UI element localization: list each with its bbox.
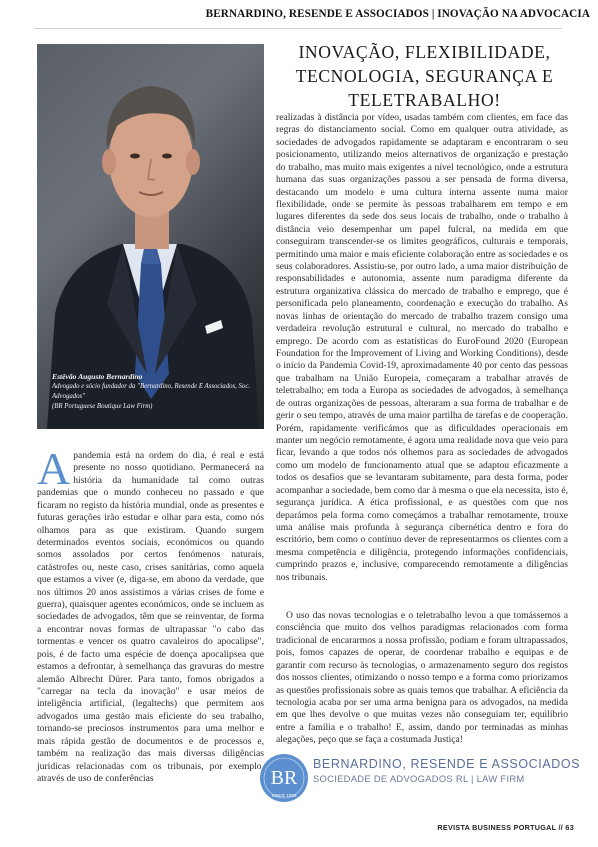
caption-role: Advogado e sócio fundador da "Bernardino, Resende E Associados, Soc. Advogados" <box>52 383 251 400</box>
logo-monogram: BR <box>270 767 298 789</box>
right-column-paragraph: realizadas à distância por vídeo, usadas também com clientes, em face das regras do distanciamento social. Como em qualquer outra atividade, as sociedades de advogados rapidamente se adaptaram e encontraram o seu posicionamento, utilizando meios alternativos de organização e prestação do trabalho, mas muito mais exigentes a nível tecnológico, onde a estrutura humana das suas organizações passou a ser pensada de forma diversa, destacando um modelo e uma cultura interna assente numa maior flexibilidade, onde se permite às pessoas trabalharem em tempo e em lugares diferentes da sede dos seus locais de trabalho, onde o trabalho à distância veio desempenhar um papel fulcral, na medida em que conseguiram transcender-se os limites geográficos, culturais e temporais, permitindo uma maior e mais eficiente colaboração entre as sociedades e os seus colaboradores. Assistiu-se, por outro lado, a uma maior distribuição de responsabilidades e autonomia, assente num paradigma diferente da estrutura organizativa clássica do mercado de trabalho e emprego, que é personificada pelo planeamento, coordenação e execução do trabalho. As novas linhas de orientação do mercado de trabalho trazem consigo uma verdadeira revolução estrutural e cultural, no mercado do trabalho e emprego. De acordo com as estatísticas do EuroFound 2020 (European Foundation for the Improvement of Living and Working Conditions), desde o início da Pandemia Covid-19, aproximadamente 40 por cento das pessoas que trabalham na União Europeia, começaram a trabalhar através de teletrabalho; em toda a Europa as sociedades de advogados, à semelhança de outras organizações de pessoas, alteraram a sua forma de trabalhar e de gerir o seu tempo, através de uma maior partilha de tarefas e de cooperação. Porém, rapidamente verificámos que as dificuldades operacionais em manter um negócio remotamente, é agora uma realidade nova que veio para ficar, levando a que todos nós olhemos para as sociedades de advogados como um modelo de funcionamento atual que se adaptou eficazmente a todos os desafios que se levantaram subitamente, para desta forma, poder acompanhar a sociedade, bem como dar à mesma o que ela necessita, isto é, segurança jurídica. A ética profissional, e as questões com que nos deparámos pela forma como começámos a trabalhar remotamente, trouxe uma análise mais profunda à segurança cibernética dentro e fora do escritório, bem como o contínuo dever de representarmos os clientes com a mesma competência e diligência, protegendo informações confidenciais, cumprindo prazos e, inclusive, comparecendo remotamente a diligências nos tribunais. <box>276 112 568 583</box>
logo-since: SINCE 1999 <box>271 793 297 798</box>
photo-caption <box>52 372 252 412</box>
caption-firm: (BR Portuguese Boutique Law Firm) <box>52 403 153 410</box>
closing-paragraph: O uso das novas tecnologias e o teletrabalho levou a que tomássemos a consciência que muito dos velhos paradigmas relacionados com forma tradicional de encararmos a nossa profissão, podiam e foram ultrapassados, pois, fomos capazes de operar, de coordenar trabalho e equipas e de garantir com recurso às tecnologias, o armazenamento seguro dos registos dos nossos clientes, otimizando o nosso tempo e a forma como priorizamos as questões profissionais sobre as quais temos que trabalhar. A eficiência da tecnologia acaba por ser uma arma benigna para os advogados, na medida em que lhes devolve o que muitas vezes não conseguiam ter, equilíbrio entre a família e o trabalho! E, assim, dando por terminadas as minhas alegações, peço que se faça a costumada Justiça! <box>276 610 568 746</box>
drop-cap: A <box>37 443 71 494</box>
author-photo <box>37 44 264 429</box>
left-column-paragraph: pandemia está na ordem do dia, é real e está presente no nosso quotidiano. Permanecerá na história da humanidade tal como outras pandemias que o mundo conheceu no passado e que ficaram no registo da história mundial, onde as presentes e futuras gerações irão estudar e olhar para esta, como nós olhamos para as que existiram. Quando surgem determinados eventos sociais, económicos ou quando somos assolados por certos fenómenos naturais, catástrofes ou, neste caso, crises sanitárias, como aquela que estamos a viver (e, diga-se, em abono da verdade, que nos últimos 20 anos assistimos a várias crises de fome e guerra), quaisquer agentes económicos, onde se incluem as sociedades de advogados, têm que se reinventar, de forma a encontrar novas formas de ultrapassar "o cabo das tormentas e vencer os quatro cavaleiros do apocalipse", pois, é de facto uma espécie de doença apocalipsea que estamos a defrontar, à semelhança das gravuras do mestre alemão Albrecht Dürer. Para tanto, fomos obrigados a "carregar na tecla da inovação" e usar meios de inteligência artificial, (legaltechs) que permitem aos advogados uma gestão mais eficiente do seu trabalho, tornando-se preciosos instrumentos para uma melhor e mais rápida gestão de documentos e de processos e, também na realização das mais diversas diligências jurídicas relacionadas com os tribunais, por exemplo, através de uso de conferências <box>37 450 264 784</box>
caption-name: Estêvão Augusto Bernardino <box>52 372 143 381</box>
logo-firm-subtitle: SOCIEDADE DE ADVOGADOS RL | LAW FIRM <box>313 773 525 784</box>
page-footer: REVISTA BUSINESS PORTUGAL // 63 <box>437 823 574 832</box>
firm-logo-emblem <box>258 752 310 804</box>
right-column-text <box>276 112 568 584</box>
article-title: INOVAÇÃO, FLEXIBILIDADE, TECNOLOGIA, SEGURANÇA E TELETRABALHO! <box>295 42 554 110</box>
left-column-text <box>37 443 264 785</box>
closing-text <box>276 610 568 747</box>
logo-firm-name: BERNARDINO, RESENDE E ASSOCIADOS <box>313 757 581 771</box>
running-header: BERNARDINO, RESENDE E ASSOCIADOS | INOVAÇÃO NA ADVOCACIA <box>205 8 590 20</box>
header-divider <box>34 28 562 29</box>
